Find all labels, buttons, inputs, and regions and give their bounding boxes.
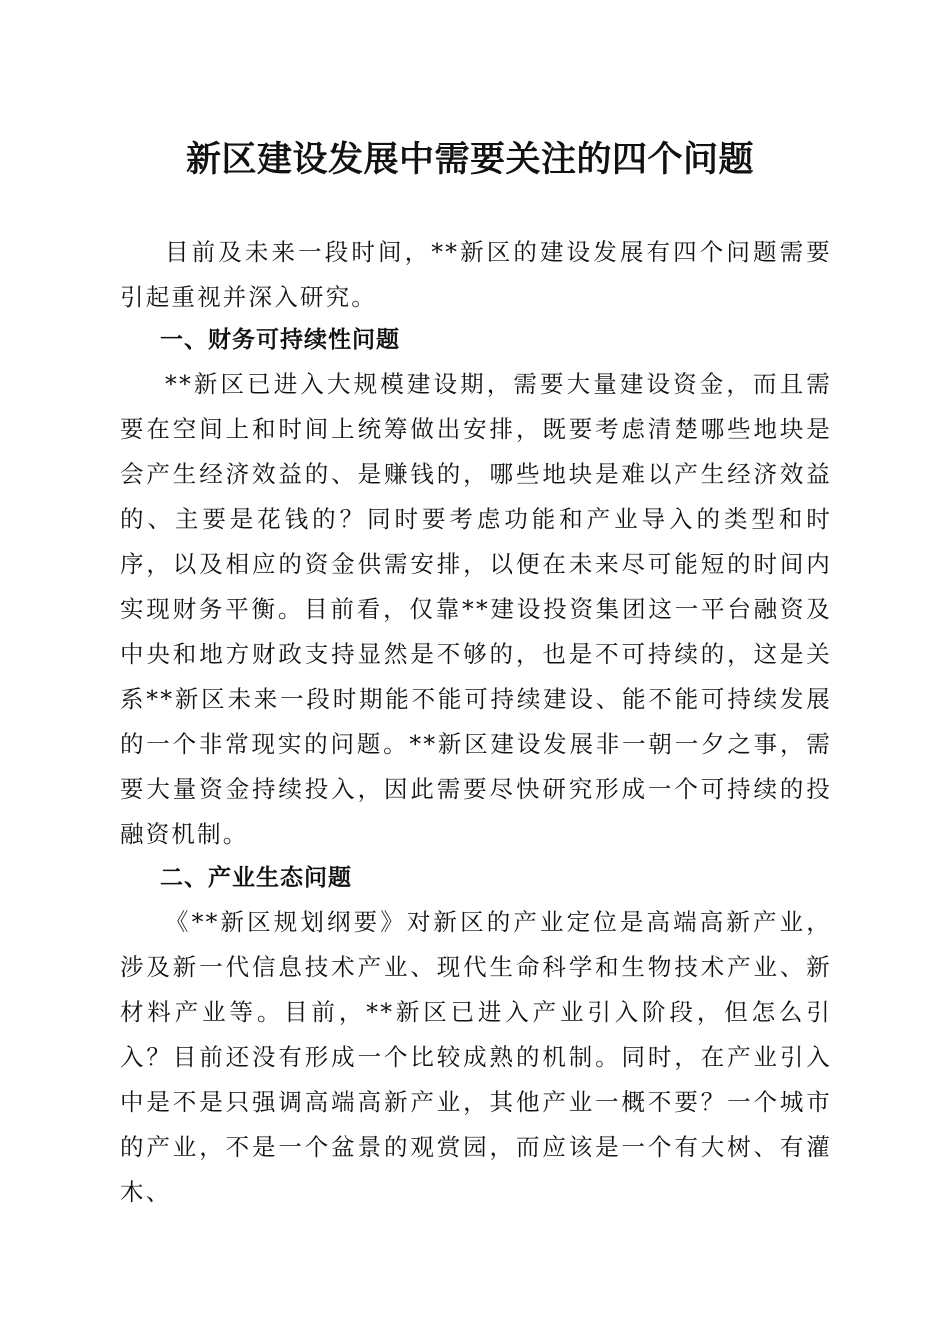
- section-heading-financial-sustainability: 一、财务可持续性问题: [160, 327, 400, 353]
- section-heading-industry-ecology: 二、产业生态问题: [160, 865, 352, 891]
- section-paragraph-industry-ecology: 《**新区规划纲要》对新区的产业定位是高端高新产业，涉及新一代信息技术产业、现代生命科学和生物技术产业、新材料产业等。目前，**新区已进入产业引入阶段，但怎么引入？目前还没有形成一个比较成熟的机制。同时，在产业引入中是不是只强调高端高新产业，其他产业一概不要？一个城市的产业，不是一个盆景的观赏园，而应该是一个有大树、有灌木、: [120, 908, 832, 1206]
- document-title: 新区建设发展中需要关注的四个问题: [185, 139, 754, 180]
- intro-paragraph: 目前及未来一段时间，**新区的建设发展有四个问题需要引起重视并深入研究。: [120, 238, 832, 311]
- section-paragraph-financial-sustainability: **新区已进入大规模建设期，需要大量建设资金，而且需要在空间上和时间上统筹做出安排，既要考虑清楚哪些地块是会产生经济效益的、是赚钱的，哪些地块是难以产生经济效益的、主要是花钱的？同时要考虑功能和产业导入的类型和时序，以及相应的资金供需安排，以便在未来尽可能短的时间内实现财务平衡。目前看，仅靠**建设投资集团这一平台融资及中央和地方财政支持显然是不够的，也是不可持续的，这是关系**新区未来一段时期能不能可持续建设、能不能可持续发展的一个非常现实的问题。**新区建设发展非一朝一夕之事，需要大量资金持续投入，因此需要尽快研究形成一个可持续的投融资机制。: [120, 370, 832, 848]
